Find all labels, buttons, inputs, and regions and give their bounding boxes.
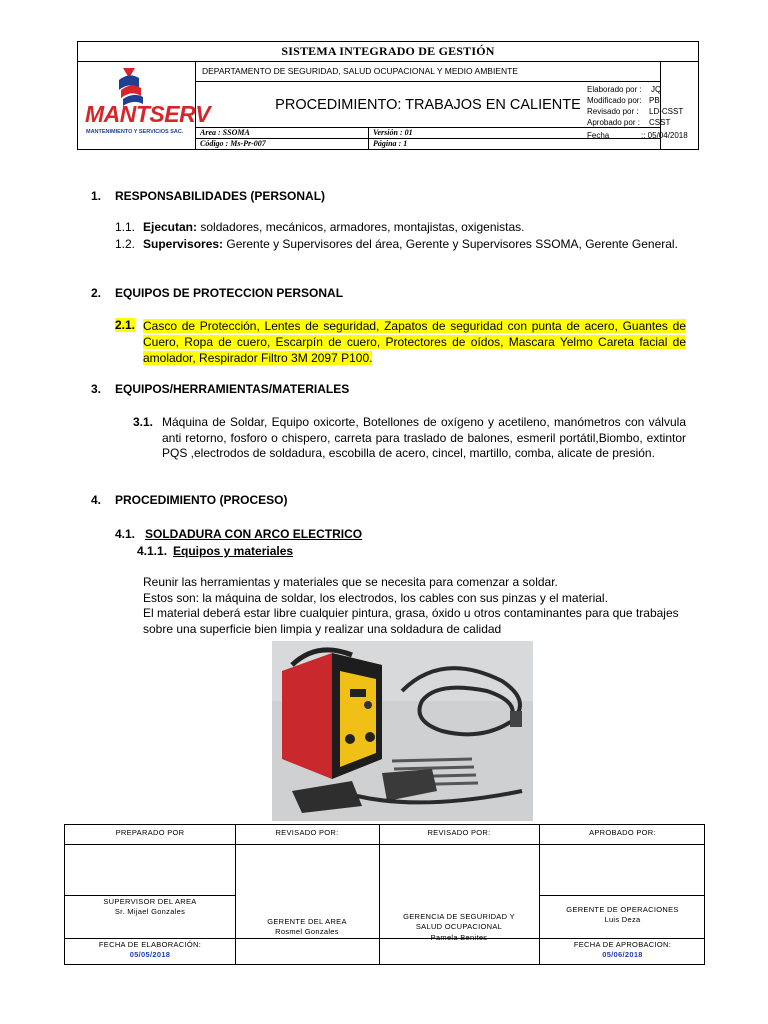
signer-4-role: GERENTE DE OPERACIONES <box>566 905 679 914</box>
page-field: Página : 1 <box>373 138 408 148</box>
item-1-1-label: Ejecutan: <box>143 220 198 234</box>
item-1-1-number: 1.1. <box>115 220 136 234</box>
info-label: Revisado por : <box>587 107 639 116</box>
column-divider <box>379 825 380 964</box>
paragraph-3: El material deberá estar libre cualquier pintura, grasa, óxido u otros contaminantes para que trabajes sobre una superficie bien limpia y realizar una soldadura de calidad <box>143 606 679 636</box>
info-value: CSST <box>649 118 671 127</box>
paragraph-1: Reunir las herramientas y materiales que se necesita para comenzar a soldar. <box>143 575 558 589</box>
document-info <box>587 84 697 141</box>
section-1-number: 1. <box>91 189 102 203</box>
info-value: LD-CSST <box>649 107 684 116</box>
section-4-title: PROCEDIMIENTO (PROCESO) <box>115 493 288 507</box>
section-2-title: EQUIPOS DE PROTECCION PERSONAL <box>115 286 344 300</box>
section-4-number: 4. <box>91 493 102 507</box>
signer-3-role-line-1: GERENCIA DE SEGURIDAD Y <box>403 912 515 921</box>
signer-4-name: Luis Deza <box>604 915 641 924</box>
section-3-title: EQUIPOS/HERRAMIENTAS/MATERIALES <box>115 382 350 396</box>
info-row <box>587 84 697 95</box>
item-1-2-number: 1.2. <box>115 237 136 251</box>
system-title: SISTEMA INTEGRADO DE GESTIÓN <box>78 42 698 62</box>
header-reviewed-by: REVISADO POR: <box>275 828 339 837</box>
info-label: Elaborado por : <box>587 85 642 94</box>
approval-date-label: FECHA DE APROBACION: <box>573 940 672 949</box>
signer-2-name: Rosmel Gonzales <box>275 927 339 936</box>
item-1-2 <box>143 237 686 253</box>
info-row <box>587 130 697 141</box>
paragraph-2: Estos son: la máquina de soldar, los electrodos, los cables con sus pinzas y el material. <box>143 591 608 605</box>
row-divider <box>539 895 704 896</box>
subsection-4-1-number: 4.1. <box>115 527 136 541</box>
header-reviewed-by: REVISADO POR: <box>427 828 491 837</box>
item-1-1-text: soldadores, mecánicos, armadores, montajistas, oxigenistas. <box>197 220 525 234</box>
signer-3-name: Pamela Benites <box>430 933 488 942</box>
procedure-title: PROCEDIMIENTO: TRABAJOS EN CALIENTE <box>196 82 660 128</box>
area-field: Area : SSOMA <box>196 128 369 138</box>
item-2-1-number <box>115 318 135 334</box>
company-tagline: MANTENIMIENTO Y SERVICIOS SAC. <box>86 129 184 135</box>
elaboration-date: 05/05/2018 <box>129 950 171 959</box>
signer-2-role: GERENTE DEL AREA <box>267 917 347 926</box>
item-2-1-number-text: 2.1. <box>115 318 136 332</box>
item-2-1-text: Casco de Protección, Lentes de seguridad, Zapatos de seguridad con punta de acero, Guantes de Cuero, Ropa de cuero, Escarpín de cuero, Protectores de oídos, Mascara Yelmo Careta facial de amolador, Respirador Filtro 3M 2097 P100. <box>143 319 686 365</box>
approval-date: 05/06/2018 <box>602 950 643 959</box>
welding-machine-icon <box>272 641 533 821</box>
info-value: :: 05/04/2018 <box>641 131 688 140</box>
section-3-number: 3. <box>91 382 102 396</box>
subsection-4-1-title: SOLDADURA CON ARCO ELECTRICO <box>145 527 363 541</box>
section-2-number: 2. <box>91 286 102 300</box>
info-value: PB <box>649 96 660 105</box>
department-name: DEPARTAMENTO DE SEGURIDAD, SALUD OCUPACIONAL Y MEDIO AMBIENTE <box>196 62 660 82</box>
info-row <box>587 106 697 117</box>
info-row <box>587 117 697 128</box>
info-value: JQ <box>651 85 662 94</box>
info-label: Aprobado por : <box>587 118 640 127</box>
column-divider <box>235 825 236 964</box>
info-label: Modificado por: <box>587 96 642 105</box>
item-1-2-text: Gerente y Supervisores del área, Gerente y Supervisores SSOMA, Gerente General. <box>223 237 678 251</box>
section-1-title: RESPONSABILIDADES (PERSONAL) <box>115 189 326 203</box>
version-field: Versión : 01 <box>373 128 413 137</box>
signature-table <box>64 824 705 965</box>
signer-3-role-line-2: SALUD OCUPACIONAL <box>415 922 503 931</box>
info-label: Fecha <box>587 131 610 140</box>
item-3-1-number: 3.1. <box>133 415 154 429</box>
info-row <box>587 95 697 106</box>
row-divider <box>65 895 235 896</box>
item-3-1-text: Máquina de Soldar, Equipo oxicorte, Botellones de oxígeno y acetileno, manómetros con válvula anti retorno, fosforo o chispero, carreta para traslado de balones, esmeril portátil,Biombo, extintor PQS ,electrodos de soldadura, escobilla de acero, cincel, martillo, comba, alicate de presión. <box>162 415 686 460</box>
row-divider <box>65 844 704 845</box>
company-logo <box>83 64 211 142</box>
code-field: Código : Ms-Pr-007 <box>196 139 369 150</box>
elaboration-date-label: FECHA DE ELABORACIÓN: <box>98 940 202 949</box>
subsection-4-1-1-number: 4.1.1. <box>137 544 168 558</box>
signer-1-role: SUPERVISOR DEL AREA <box>103 897 197 906</box>
signer-1-name: Sr. Mijael Gonzales <box>114 907 186 916</box>
welding-equipment-illustration <box>272 641 533 821</box>
item-1-1 <box>143 220 688 236</box>
subsection-4-1-1-title: Equipos y materiales <box>173 544 294 558</box>
header-prepared-by: PREPARADO POR <box>115 828 185 837</box>
item-1-2-label: Supervisores: <box>143 237 224 251</box>
item-2-1 <box>143 318 686 366</box>
company-name: MANTSERV <box>85 101 211 127</box>
header-approved-by: APROBADO POR: <box>589 828 656 837</box>
